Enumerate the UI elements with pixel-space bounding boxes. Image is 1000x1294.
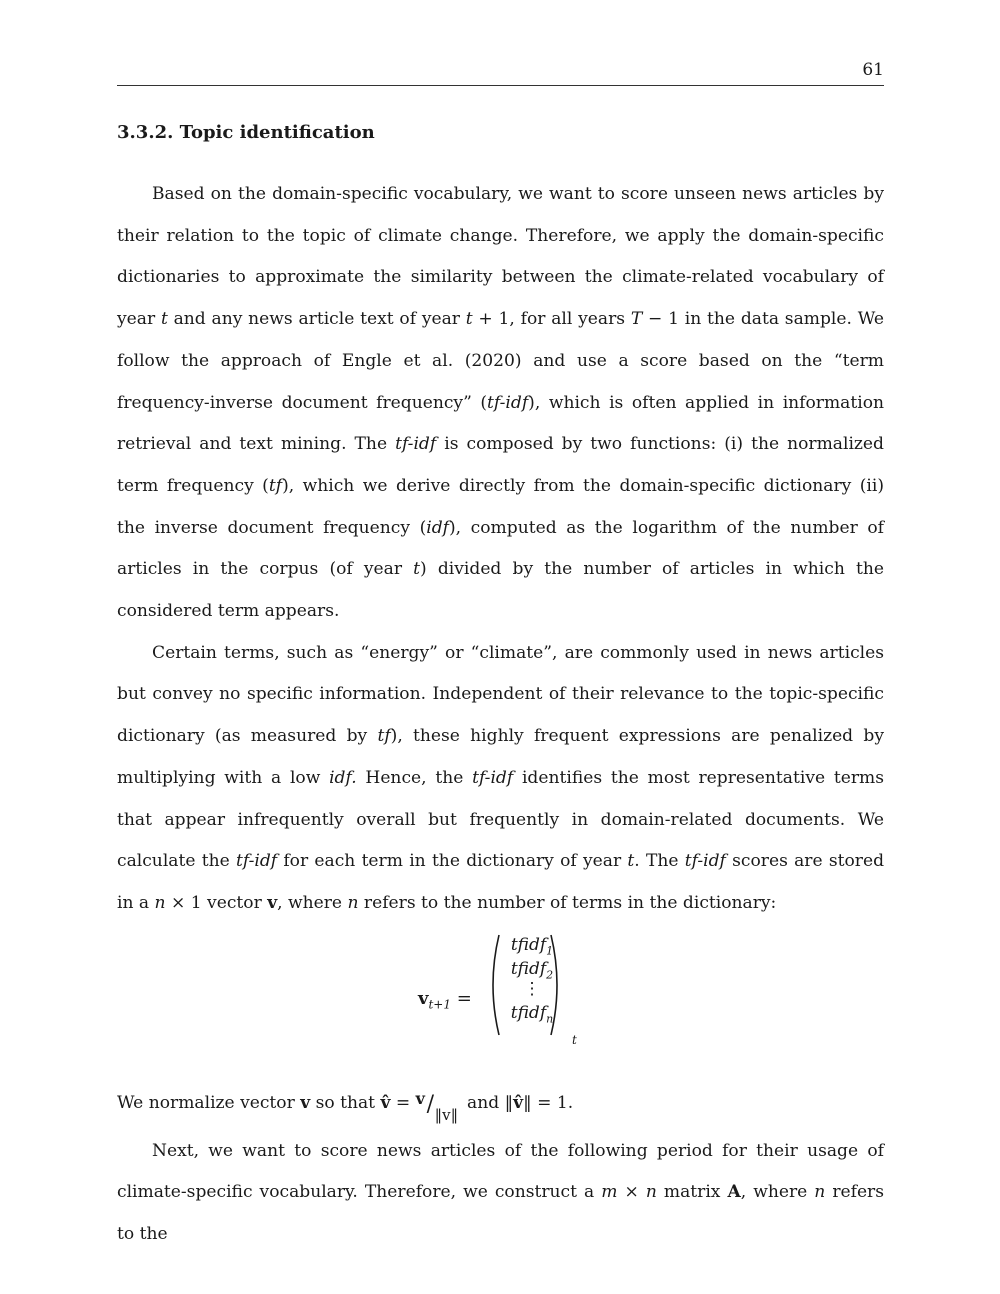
text: so that <box>310 1092 381 1113</box>
vector-entry <box>499 1003 565 1025</box>
entry-text: ⋮ <box>523 978 541 999</box>
text: is composed by two functions: (i) the normalized term frequency ( <box>117 434 884 496</box>
entry-text: tfidf <box>510 958 547 979</box>
text: for each term in the dictionary of year <box>277 851 628 872</box>
fraction <box>415 1088 462 1124</box>
vector-v: v <box>300 1092 311 1113</box>
entry-subscript: n <box>546 1012 554 1026</box>
text: refers to the number of terms in the dictionary: <box>358 892 777 913</box>
paragraph-2 <box>117 633 884 925</box>
fraction-slash: / <box>426 1091 435 1117</box>
entry-text: tfidf <box>510 934 547 955</box>
text: We normalize vector <box>117 1092 301 1113</box>
text: ) divided by the number of articles in which the considered term appears. <box>117 559 884 622</box>
term-idf: idf <box>426 517 449 538</box>
text: , where <box>740 1182 815 1203</box>
math-var: n <box>645 1182 657 1203</box>
text: + 1, for all years <box>472 309 631 330</box>
matrix-A: A <box>727 1182 741 1203</box>
text: Certain terms, such as “energy” or “climate”, are commonly used in news articles but convey no specific information. Independent of their relevance to the topic-specific dictionary (as measured by <box>117 642 884 747</box>
text: ), these highly frequent expressions are penalized by multiplying with a low <box>117 726 884 788</box>
entry-subscript: 2 <box>546 968 554 982</box>
term-tf: tf <box>377 726 391 747</box>
math-var: t <box>465 309 473 330</box>
equation-lhs <box>418 988 472 1012</box>
text: ), which is often applied in information retrieval and text mining. The <box>117 392 885 455</box>
term-idf: idf. <box>329 767 357 788</box>
vector-v: v <box>418 987 429 1009</box>
math-var: m <box>601 1182 618 1203</box>
entry-subscript: 1 <box>546 944 554 958</box>
fraction-numerator: v <box>415 1088 425 1108</box>
page-number: 61 <box>862 60 884 80</box>
text: − 1 in the data sample. We follow the approach of Engle et al. (2020) and use a score based on the “term frequency-inverse document frequency” ( <box>117 309 885 413</box>
vector-v: v <box>267 892 278 913</box>
text: ), computed as the logarithm of the number of articles in the corpus (of year <box>117 517 884 580</box>
entry-text: tfidf <box>510 1002 547 1023</box>
math-var: t <box>627 851 635 872</box>
display-equation <box>117 933 884 1083</box>
equals-sign: = <box>456 987 472 1009</box>
term-tfidf: tf-idf <box>487 392 529 413</box>
text: and ‖ <box>461 1092 514 1113</box>
text: Next, we want to score news articles of the following period for their usage of climate-specific vocabulary. Therefore, we construct a <box>117 1140 884 1203</box>
text: × <box>617 1182 646 1203</box>
text: identifies the most representative terms that appear infrequently overall but frequently in domain-related documents. We calculate the <box>117 767 884 872</box>
paragraph-3 <box>117 1131 884 1256</box>
page-content <box>117 114 884 1256</box>
math-var: T <box>630 309 643 330</box>
vector-entry-ellipsis <box>499 979 565 999</box>
text: refers to the <box>117 1182 884 1245</box>
vector-v-hat: v̂ <box>380 1092 391 1113</box>
vector-v-hat: v̂ <box>513 1092 524 1113</box>
text: = <box>390 1092 416 1113</box>
text: . The <box>634 851 685 872</box>
matrix-subscript: t <box>572 1032 577 1047</box>
text: Based on the domain-specific vocabulary, we want to score unseen news articles by their relation to the topic of climate change. Therefore, we apply the domain-specific dictionaries to approximate the similarity between the climate-related vocabulary of year <box>117 184 884 330</box>
lhs-subscript: t+1 <box>428 997 451 1012</box>
normalization-line <box>117 1083 884 1123</box>
term-tfidf: tf-idf <box>472 767 514 788</box>
column-vector <box>485 933 565 1037</box>
section-heading: 3.3.2. Topic identification <box>117 122 375 143</box>
math-var: n <box>154 892 166 913</box>
vector-entry <box>499 935 565 957</box>
paragraph-1 <box>117 174 884 633</box>
term-tfidf: tf-idf <box>395 434 437 455</box>
text: and any news article text of year <box>167 309 466 330</box>
math-var: t <box>160 309 168 330</box>
text: scores are stored in a <box>117 851 885 913</box>
math-var: n <box>814 1182 826 1203</box>
math-var: t <box>413 559 421 580</box>
text: , where <box>277 892 348 913</box>
term-tfidf: tf-idf <box>235 851 278 872</box>
text: ‖ = 1. <box>523 1092 574 1113</box>
text: ), which we derive directly from the domain-specific dictionary (ii) the inverse document frequency ( <box>117 475 885 538</box>
text: matrix <box>656 1182 728 1203</box>
term-tfidf: tf-idf <box>684 851 726 872</box>
header-rule <box>117 85 884 86</box>
text: Hence, the <box>356 767 473 788</box>
text: × 1 vector <box>165 892 268 913</box>
term-tf: tf <box>268 475 283 496</box>
math-var: n <box>347 892 359 913</box>
fraction-denominator: ‖v‖ <box>434 1105 459 1124</box>
